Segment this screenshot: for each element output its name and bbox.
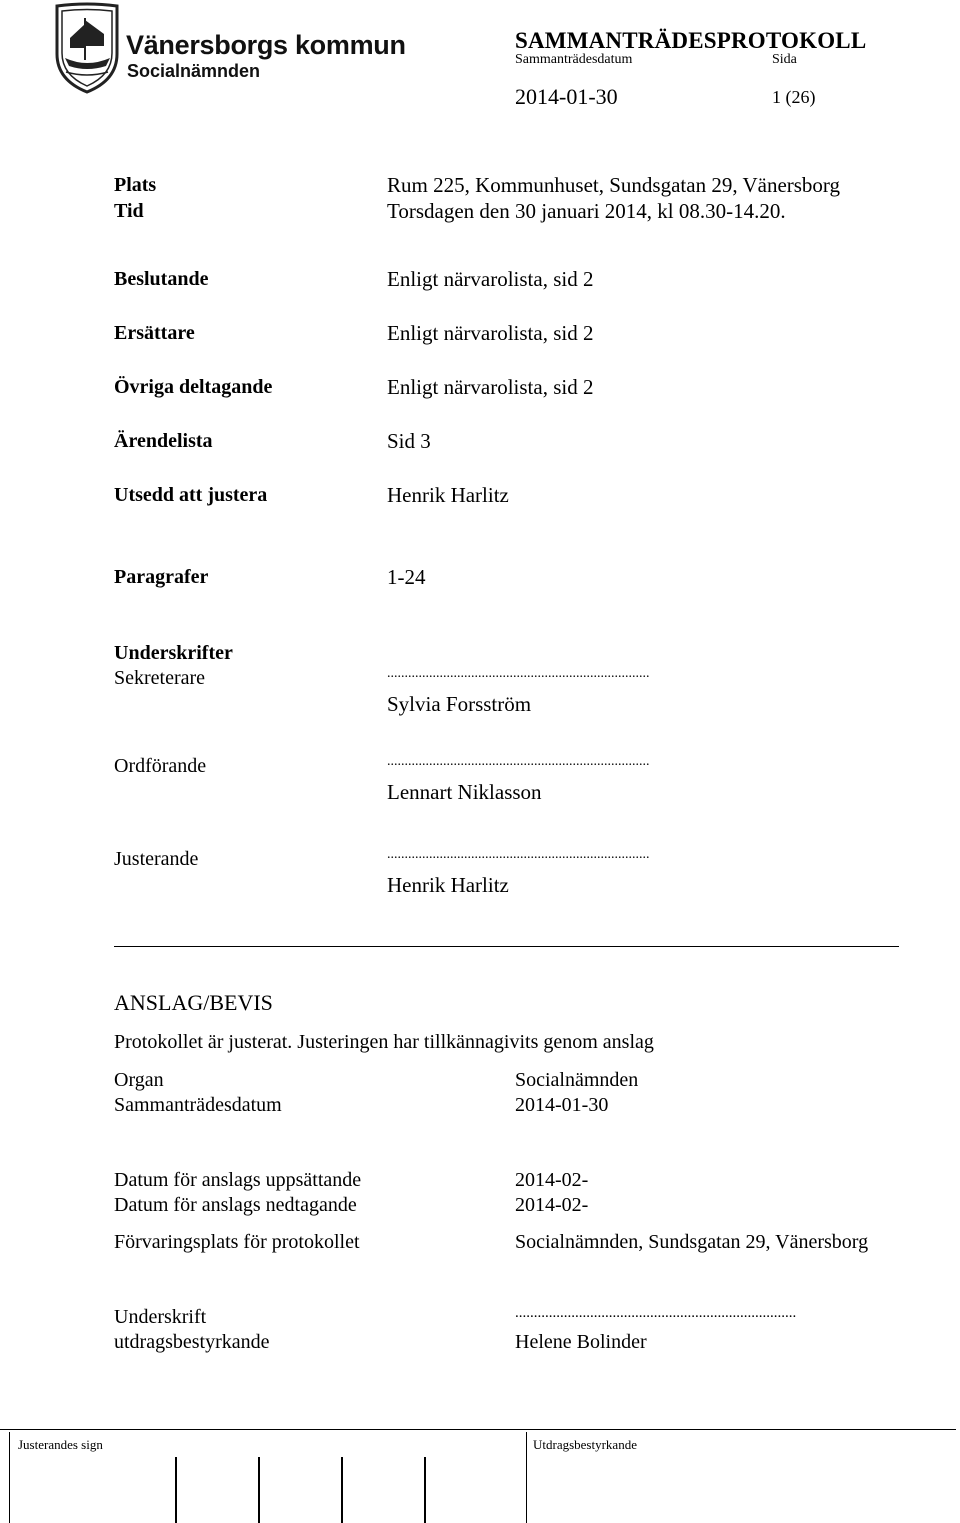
forvaringsplats-label: Förvaringsplats för protokollet xyxy=(114,1231,360,1253)
anslag-intro: Protokollet är justerat. Justeringen har tillkännagivits genom anslag xyxy=(114,1031,654,1053)
justera-label: Utsedd att justera xyxy=(114,484,268,506)
document-type: SAMMANTRÄDESPROTOKOLL xyxy=(515,28,867,53)
sekreterare-label: Sekreterare xyxy=(114,667,206,689)
department-name: Socialnämnden xyxy=(127,61,261,81)
sekreterare-signature-line: ........................................................................... xyxy=(387,666,650,681)
tid-label: Tid xyxy=(114,200,144,222)
ordforande-label: Ordförande xyxy=(114,755,207,777)
header-page-number: 1 (26) xyxy=(772,87,816,107)
arendelista-value: Sid 3 xyxy=(387,429,431,453)
nedtagande-value: 2014-02- xyxy=(515,1194,589,1216)
underskrift-name: Helene Bolinder xyxy=(515,1331,647,1353)
ersattare-value: Enligt närvarolista, sid 2 xyxy=(387,321,594,345)
justerande-signature-line: ........................................................................... xyxy=(387,847,650,862)
ordforande-signature-line: ........................................................................... xyxy=(387,754,650,769)
header-date: 2014-01-30 xyxy=(515,84,618,109)
arendelista-label: Ärendelista xyxy=(114,430,213,452)
utdragsbestyrkande-footer-label: Utdragsbestyrkande xyxy=(533,1437,637,1452)
ovriga-label: Övriga deltagande xyxy=(114,376,273,398)
forvaringsplats-value: Socialnämnden, Sundsgatan 29, Vänersborg xyxy=(515,1231,869,1253)
justerandes-sign-label: Justerandes sign xyxy=(18,1437,103,1452)
beslutande-label: Beslutande xyxy=(114,268,209,290)
nedtagande-label: Datum för anslags nedtagande xyxy=(114,1194,357,1216)
anslag-heading: ANSLAG/BEVIS xyxy=(114,990,273,1015)
footer-mid-border xyxy=(526,1432,527,1523)
footer-top-rule xyxy=(0,1429,956,1430)
ersattare-label: Ersättare xyxy=(114,322,195,344)
municipality-name: Vänersborgs kommun xyxy=(126,30,406,60)
paragrafer-value: 1-24 xyxy=(387,565,426,589)
sign-box-divider xyxy=(175,1457,177,1523)
sign-box-divider xyxy=(341,1457,343,1523)
organ-value: Socialnämnden xyxy=(515,1069,639,1091)
justerande-name: Henrik Harlitz xyxy=(387,873,509,897)
uppsattande-label: Datum för anslags uppsättande xyxy=(114,1169,362,1191)
anslag-date-value: 2014-01-30 xyxy=(515,1094,609,1116)
plats-value: Rum 225, Kommunhuset, Sundsgatan 29, Vänersborg xyxy=(387,173,841,197)
sign-box-divider xyxy=(258,1457,260,1523)
sekreterare-name: Sylvia Forsström xyxy=(387,692,532,716)
ordforande-name: Lennart Niklasson xyxy=(387,780,542,804)
plats-label: Plats xyxy=(114,174,157,196)
coat-of-arms-logo xyxy=(52,2,122,94)
underskrift-label: Underskrift xyxy=(114,1306,207,1328)
anslag-date-label: Sammanträdesdatum xyxy=(114,1094,282,1116)
utdragsbestyrkande-label: utdragsbestyrkande xyxy=(114,1331,270,1353)
beslutande-value: Enligt närvarolista, sid 2 xyxy=(387,267,594,291)
paragrafer-label: Paragrafer xyxy=(114,566,209,588)
underskrift-signature-line: ........................................................................... xyxy=(515,1305,797,1321)
organ-label: Organ xyxy=(114,1069,164,1091)
justera-value: Henrik Harlitz xyxy=(387,483,509,507)
tid-value: Torsdagen den 30 januari 2014, kl 08.30-14.20. xyxy=(387,199,786,223)
header-date-label: Sammanträdesdatum xyxy=(515,52,633,67)
sign-box-divider xyxy=(424,1457,426,1523)
ovriga-value: Enligt närvarolista, sid 2 xyxy=(387,375,594,399)
footer-left-border xyxy=(9,1432,10,1523)
header-page-label: Sida xyxy=(772,52,797,67)
uppsattande-value: 2014-02- xyxy=(515,1169,589,1191)
section-divider xyxy=(114,946,899,947)
justerande-label: Justerande xyxy=(114,848,199,870)
signatures-heading: Underskrifter xyxy=(114,642,233,664)
